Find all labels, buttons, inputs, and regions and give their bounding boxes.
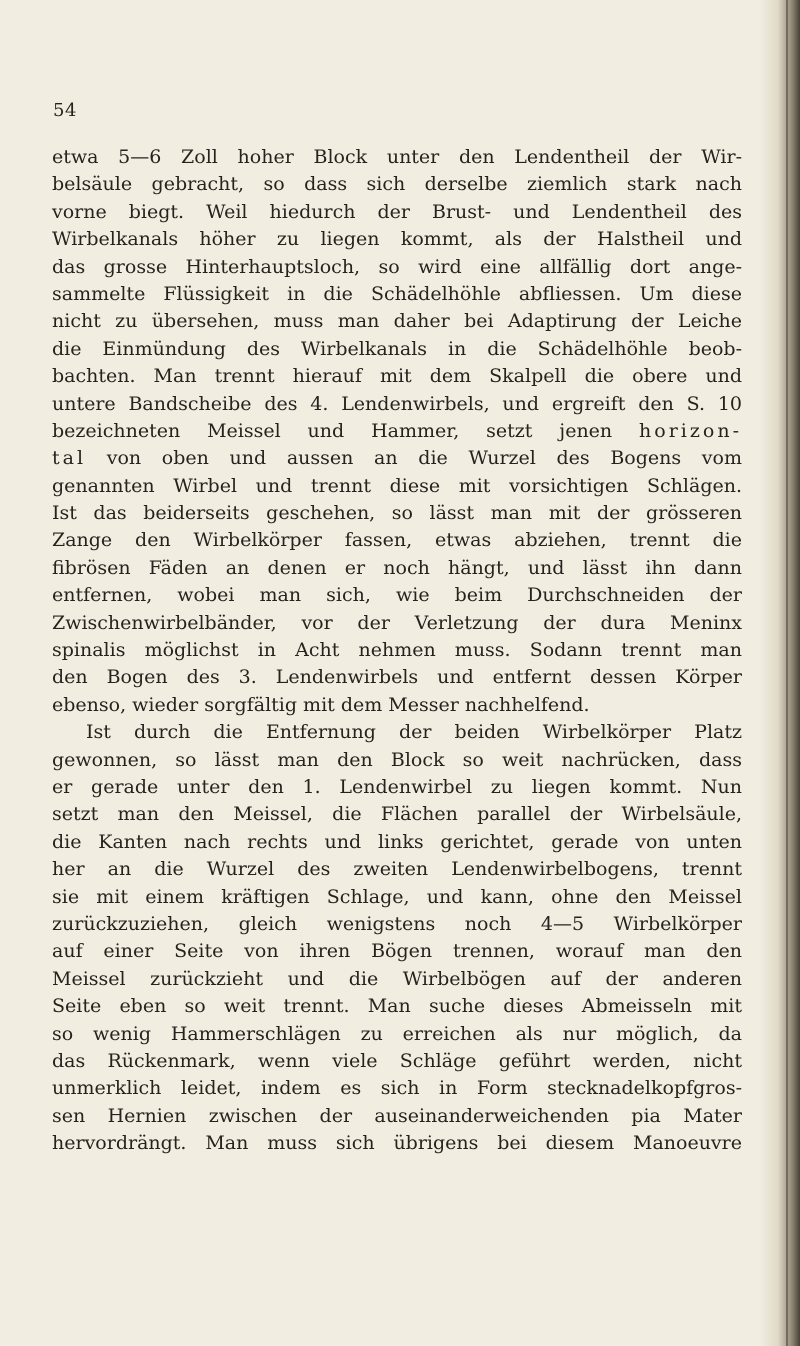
text-line: etwa 5—6 Zoll hoher Block unter den Lendentheil der Wir-: [52, 146, 742, 168]
text-line: bezeichneten Meissel und Hammer, setzt jenen horizon-: [52, 419, 742, 442]
text-line: den Bogen des 3. Lendenwirbels und entfernt dessen Körper: [52, 666, 742, 689]
text-line: her an die Wurzel des zweiten Lendenwirbelbogens, trennt: [52, 858, 742, 881]
text-line: ebenso, wieder sorgfältig mit dem Messer nachhelfend.: [52, 693, 590, 716]
text-line: tal von oben und aussen an die Wurzel des Bogens vom: [52, 447, 742, 470]
text-line: Wirbelkanals höher zu liegen kommt, als der Halstheil und: [52, 228, 742, 251]
text-line: das Rückenmark, wenn viele Schläge geführt werden, nicht: [52, 1049, 742, 1072]
body-text: [52, 144, 742, 1157]
text-line: genannten Wirbel und trennt diese mit vorsichtigen Schlägen.: [52, 474, 742, 497]
text-line: auf einer Seite von ihren Bögen trennen, worauf man den: [52, 940, 742, 963]
text-line: so wenig Hammerschlägen zu erreichen als nur möglich, da: [52, 1022, 742, 1045]
text-line: Ist das beiderseits geschehen, so lässt man mit der grösseren: [52, 502, 742, 525]
text-line: die Kanten nach rechts und links gerichtet, gerade von unten: [52, 830, 742, 853]
text-line: zurückzuziehen, gleich wenigstens noch 4—5 Wirbelkörper: [52, 912, 742, 935]
text-line: nicht zu übersehen, muss man daher bei Adaptirung der Leiche: [52, 310, 742, 333]
text-line: er gerade unter den 1. Lendenwirbel zu liegen kommt. Nun: [52, 775, 742, 798]
text-line: sie mit einem kräftigen Schlage, und kann, ohne den Meissel: [52, 885, 742, 908]
text-line: Seite eben so weit trennt. Man suche dieses Abmeisseln mit: [52, 995, 742, 1018]
text-line: spinalis möglichst in Acht nehmen muss. Sodann trennt man: [52, 639, 742, 662]
emphasized-word: horizon-: [639, 419, 742, 442]
text-line: unmerklich leidet, indem es sich in Form stecknadelkopfgros-: [52, 1077, 742, 1100]
text-line: sen Hernien zwischen der auseinanderweichenden pia Mater: [52, 1104, 742, 1127]
text-line: gewonnen, so lässt man den Block so weit nachrücken, dass: [52, 748, 742, 771]
page-number: 54: [53, 100, 77, 121]
text-line: hervordrängt. Man muss sich übrigens bei diesem Manoeuvre: [52, 1132, 742, 1155]
text-line: belsäule gebracht, so dass sich derselbe ziemlich stark nach: [52, 173, 742, 196]
text-line: Ist durch die Entfernung der beiden Wirbelkörper Platz: [86, 721, 742, 744]
text-line: die Einmündung des Wirbelkanals in die Schädelhöhle beob-: [52, 337, 742, 360]
text-line: Zange den Wirbelkörper fassen, etwas abziehen, trennt die: [52, 529, 742, 552]
text-line: setzt man den Meissel, die Flächen parallel der Wirbelsäule,: [52, 803, 742, 826]
text-line: das grosse Hinterhauptsloch, so wird eine allfällig dort ange-: [52, 255, 742, 278]
text-line: bachten. Man trennt hierauf mit dem Skalpell die obere und: [52, 365, 742, 388]
text-line: vorne biegt. Weil hiedurch der Brust- und Lendentheil des: [52, 200, 742, 223]
page-edge-shadow: [760, 0, 800, 1346]
text-line: untere Bandscheibe des 4. Lendenwirbels, und ergreift den S. 10: [52, 392, 742, 415]
text-line: sammelte Flüssigkeit in die Schädelhöhle abfliessen. Um diese: [52, 282, 742, 305]
page-edge-line: [786, 0, 788, 1346]
emphasized-word: tal: [52, 447, 87, 470]
text-line: fibrösen Fäden an denen er noch hängt, und lässt ihn dann: [52, 556, 742, 579]
text-line: Zwischenwirbelbänder, vor der Verletzung der dura Meninx: [52, 611, 742, 634]
text-line: Meissel zurückzieht und die Wirbelbögen auf der anderen: [52, 967, 742, 990]
text-line: entfernen, wobei man sich, wie beim Durchschneiden der: [52, 584, 742, 607]
